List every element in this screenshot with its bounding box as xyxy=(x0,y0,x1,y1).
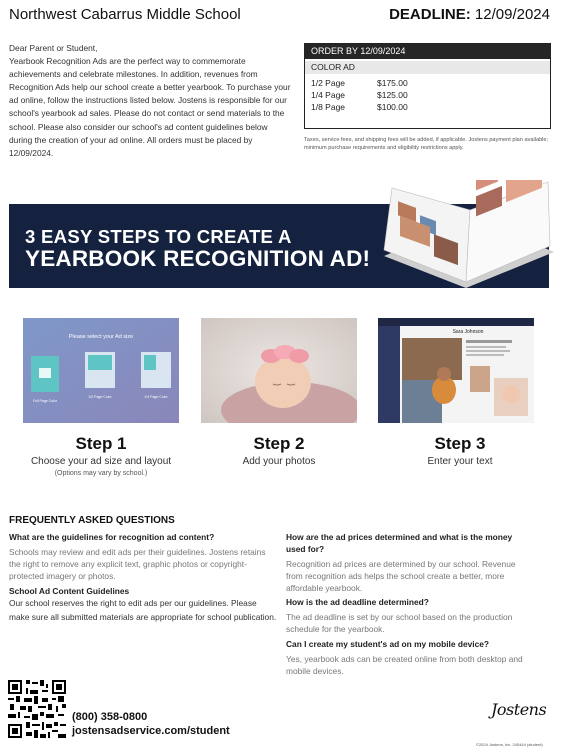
school-name: Northwest Cabarrus Middle School xyxy=(9,6,241,23)
step3-image xyxy=(378,318,534,423)
faq-question: How is the ad deadline determined? xyxy=(286,597,429,607)
price-box xyxy=(304,43,551,129)
step1-desc: Choose your ad size and layout xyxy=(30,456,172,467)
faq-question: School Ad Content Guidelines xyxy=(9,586,130,596)
faq-question: How are the ad prices determined and what is the money used for? xyxy=(286,532,513,554)
phone-number[interactable]: (800) 358-0800 xyxy=(72,711,148,723)
price-box-header: ORDER BY 12/09/2024 xyxy=(305,44,550,59)
step3-desc: Enter your text xyxy=(427,456,493,467)
price-row xyxy=(305,89,550,101)
faq-question: Can I create my student's ad on my mobile device? xyxy=(286,639,490,649)
price-value: $125.00 xyxy=(377,90,408,100)
faq-question: What are the guidelines for recognition ad content? xyxy=(9,532,215,542)
step3-screen-name: Sara Johnson xyxy=(452,329,484,335)
price-note: Taxes, service fees, and shipping fees will be added, if applicable. Jostens payment plan available; minimum purchase requirements and eligibility restrictions apply. xyxy=(304,137,549,151)
qr-code[interactable] xyxy=(8,680,66,738)
website-link[interactable]: jostensadservice.com/student xyxy=(72,725,230,737)
banner-line-2: YEARBOOK RECOGNITION AD! xyxy=(25,246,371,271)
step3-title: Step 3 xyxy=(434,434,486,453)
faq-left-column xyxy=(9,531,279,624)
step1-option-full: Full Page Color xyxy=(32,399,58,403)
step1-option-quarter: 1/4 Page Color xyxy=(144,395,168,399)
faq-answer: Yes, yearbook ads can be created online from both desktop and mobile devices. xyxy=(286,654,523,676)
step2-title: Step 2 xyxy=(253,434,305,453)
letter-body: Yearbook Recognition Ads are the perfect way to commemorate achievements and celebrate milestones. In addition, revenues from Recognition Ads help our school create a better yearbook. To purchase your ad online, follow the instructions listed below. Jostens is responsible for our school's yearbook ad sales. Please do not contact or send materials to the school. Please also consider our school's ad content guidelines below during the creation of your ad online. All orders must be placed by 12/09/2024. xyxy=(9,56,291,158)
letter xyxy=(9,42,293,160)
faq-answer: Schools may review and edit ads per their guidelines. Jostens retains the right to remove any explicit text, graphic photos or copyright-protected imagery or photos. xyxy=(9,547,266,581)
faq-answer: Recognition ad prices are determined by our school. Revenue from recognition ads helps the school create a better, more affordable yearbook. xyxy=(286,559,516,593)
price-size: 1/8 Page xyxy=(311,102,346,112)
yearbook-image xyxy=(378,180,556,295)
step1-title: Step 1 xyxy=(75,434,127,453)
price-size: 1/2 Page xyxy=(311,78,346,88)
price-row xyxy=(305,101,550,113)
step1-note: (Options may vary by school.) xyxy=(54,470,148,477)
step1-screen-title: Please select your Ad size xyxy=(68,334,134,340)
price-size: 1/4 Page xyxy=(311,90,346,100)
faq-right-column xyxy=(286,531,534,677)
banner-line-1: 3 EASY STEPS TO CREATE A xyxy=(25,226,292,247)
jostens-logo: Jostens xyxy=(491,700,547,719)
faq-title: FREQUENTLY ASKED QUESTIONS xyxy=(9,515,175,526)
deadline-label: DEADLINE: xyxy=(389,6,471,23)
step1-image xyxy=(23,318,179,423)
step2-image xyxy=(201,318,357,423)
price-value: $100.00 xyxy=(377,102,408,112)
letter-greeting: Dear Parent or Student, xyxy=(9,43,98,53)
price-box-subheader: COLOR AD xyxy=(305,61,550,74)
price-value: $175.00 xyxy=(377,78,408,88)
faq-answer: The ad deadline is set by our school based on the production schedule for the yearbook. xyxy=(286,612,513,634)
deadline xyxy=(389,6,550,23)
copyright: ©2024 Jostens, Inc. 240444 (student) xyxy=(476,742,543,747)
step1-option-half: 1/2 Page Color xyxy=(88,395,112,399)
step2-desc: Add your photos xyxy=(242,456,316,467)
deadline-date: 12/09/2024 xyxy=(474,6,550,23)
faq-answer: Our school reserves the right to edit ads per our guidelines. Please make sure all submitted materials are appropriate for school publication. xyxy=(9,598,277,622)
price-row xyxy=(305,77,550,89)
